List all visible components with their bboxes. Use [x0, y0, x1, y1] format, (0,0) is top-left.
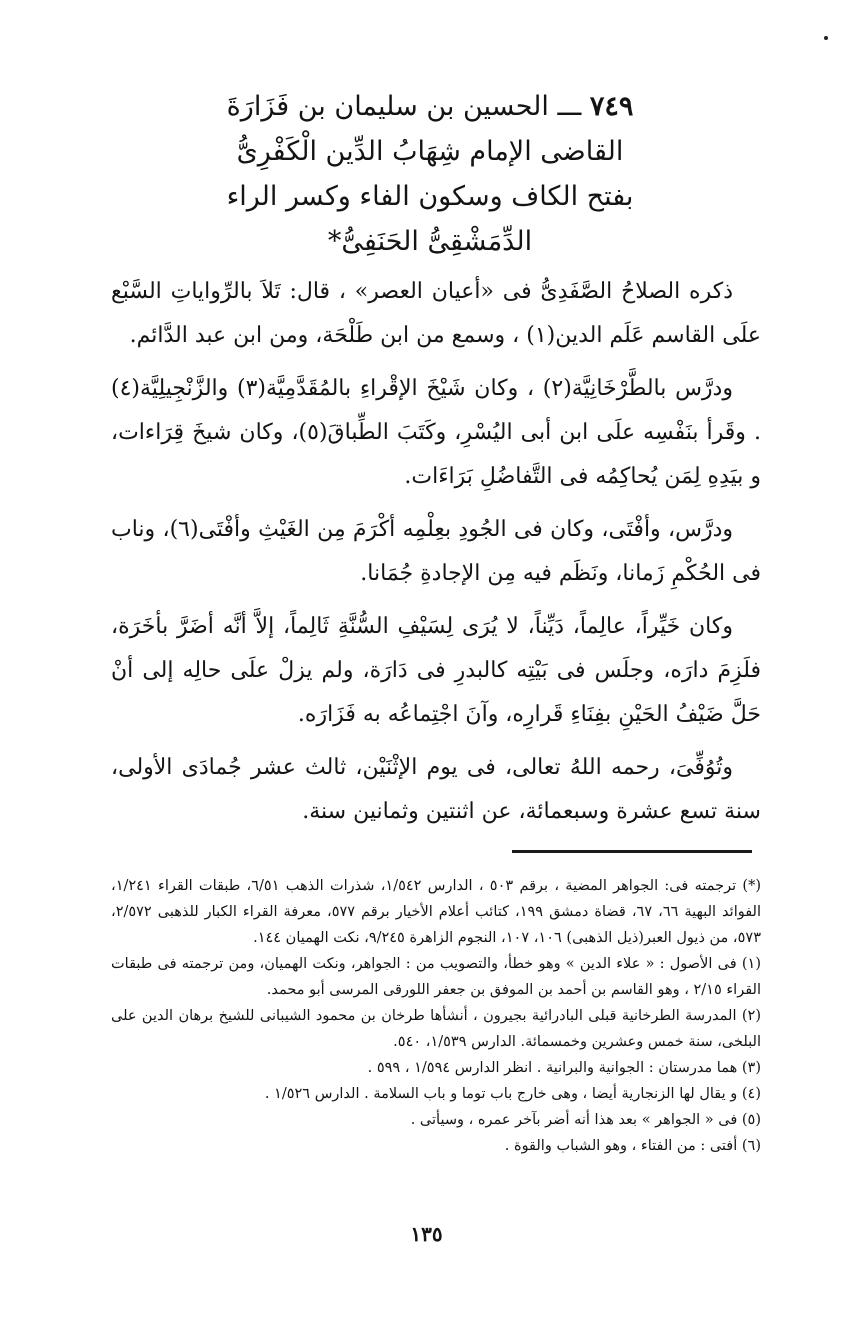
body-paragraph: ودرَّس بالطَّرْخَانِيَّة(٢) ، وكان شَيْخَ الإقْراءِ بالمُقَدَّمِيَّة(٣) والزَّنْجِيلِيَّة(٤) . وقَرأ بنَفْسِه علَى ابن أبى اليُسْرِ، وكَتَبَ الطِّباقَ(٥)، وكان شيخَ قِرَاءات، و بيَدِهِ لِمَن يُحاكِمُه فى التَّفاضُلِ بَرَاءَات.: [111, 376, 761, 489]
body-paragraph: ودرَّس، وأفْتَى، وكان فى الجُودِ بعِلْمِه أكْرَمَ مِن الغَيْثِ وأفْتَى(٦)، وناب فى الحُكْمِ زَمانا، ونَظَم فيه مِن الإجادةِ جُمَانا.: [111, 517, 761, 586]
footnote-separator: [512, 850, 752, 853]
footnote: (٥) فى « الجواهر » بعد هذا أنه أضر بآخر عمره ، وسيأتى .: [410, 1112, 761, 1128]
entry-number: ٧٤٩: [589, 91, 634, 122]
footnote: (٣) هما مدرستان : الجوانية والبرانية . انظر الدارس ١/٥٩٤ ، ٥٩٩ .: [367, 1060, 761, 1076]
heading-pronunciation-note: بفتح الكاف وسكون الفاء وكسر الراء: [226, 181, 634, 212]
footnote: (*) ترجمته فى: الجواهر المضية ، برقم ٥٠٣ ، الدارس ١/٥٤٢، شذرات الذهب ٦/٥١، طبقات القراء ١/٢٤١، الفوائد البهية ٦٦، ٦٧، قضاة دمشق ١٩٩، كتائب أعلام الأخيار برقم ٥٧٧، معرفة القراء الكبار للذهبى ٢/٥٧٢، ٥٧٣، من ذيول العبر(ذيل الذهبى) ١٠٦، ١٠٧، النجوم الزاهرة ٩/٢٤٥، نكت الهميان ١٤٤.: [111, 878, 761, 946]
body-paragraph: وتُوُفِّىَ، رحمه اللهُ تعالى، فى يوم الإثْنَيْن، ثالث عشر جُمادَى الأولى، سنة تسع عشرة وسبعمائة، عن اثنتين وثمانين سنة.: [111, 755, 761, 824]
page-number: ١٣٥: [410, 1222, 443, 1246]
footnote: (٤) و يقال لها الزنجارية أيضا ، وهى خارج باب توما و باب السلامة . الدارس ١/٥٢٦ .: [264, 1086, 761, 1102]
page-mark: [824, 36, 828, 40]
heading-nisba: الدِّمَشْقِىُّ الحَنَفِىُّ*: [327, 226, 533, 257]
heading-title: [110, 84, 750, 129]
footnotes: [111, 873, 761, 1159]
footnote: (١) فى الأصول : « علاء الدين » وهو خطأ، والتصويب من : الجواهر، ونكت الهميان، ومن ترجمته فى طبقات القراء ٢/١٥ ، وهو القاسم بن أحمد بن الموفق بن جعفر اللورقى المرسى أبو محمد.: [111, 956, 761, 998]
entry-heading: [110, 84, 750, 264]
body-paragraph: وكان خَيِّراً، عالِماً، دَيِّناً، لا يُرَى لِسَيْفِ السُّنَّةِ ثَالِماً، إلاَّ أنَّه أضَرَّ بأخَرَة، فلَزِمَ دارَه، وجلَس فى بَيْتِه كالبدرِ فى دَارَة، ولم يزلْ علَى حالِه إلى أنْ حَلَّ ضَيْفُ الحَيْنِ بفِنَاءِ قَرارِه، وآنَ اجْتِماعُه به فَزَارَه.: [111, 614, 761, 727]
biography-body: [111, 270, 761, 843]
body-paragraph: ذكره الصلاحُ الصَّفَدِىُّ فى «أعيان العصر» ، قال: تَلاَ بالرِّواياتِ السَّبْع علَى القاسم عَلَم الدين(١) ، وسمع من ابن طَلْحَة، ومن ابن عبد الدَّائم.: [111, 279, 761, 348]
footnote: (٦) أفتى : من الفتاء ، وهو الشباب والقوة .: [504, 1138, 761, 1154]
heading-title-line: القاضى الإمام شِهَابُ الدِّين الْكَفْرِىُّ: [236, 136, 624, 167]
heading-name: ـــ الحسين بن سليمان بن فَزَارَةَ: [226, 91, 582, 122]
footnote: (٢) المدرسة الطرخانية قبلى البادرائية بجيرون ، أنشأها طرخان بن محمود الشيبانى للشيخ برهان الدين على البلخى، سنة خمس وعشرين وخمسمائة. الدارس ١/٥٣٩، ٥٤٠.: [111, 1008, 761, 1050]
